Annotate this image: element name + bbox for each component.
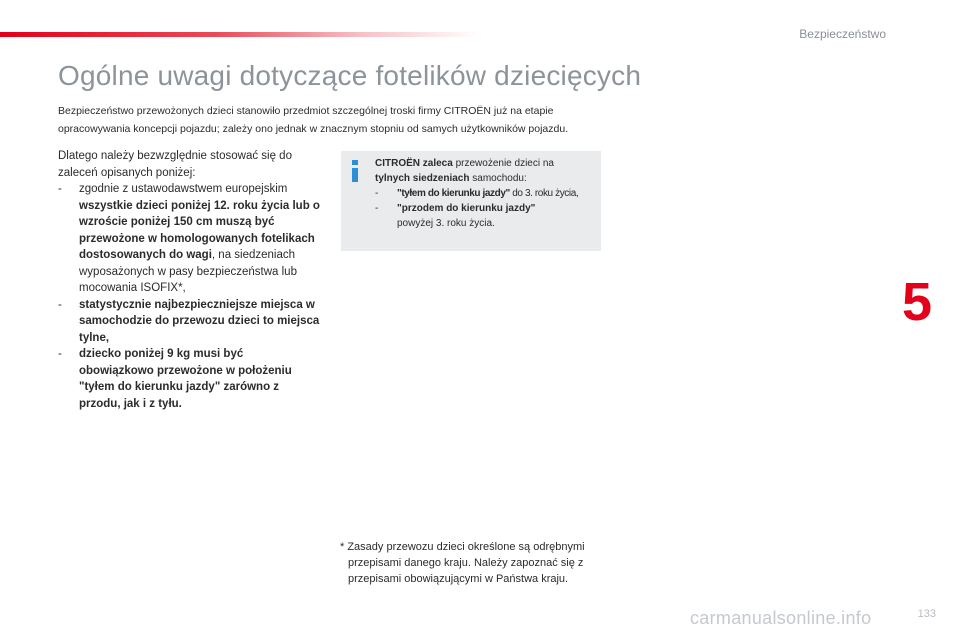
footnote: * Zasady przewozu dzieci określone są odrębnymi przepisami danego kraju. Należy zapoznać się z przepisami obowiązującymi w Państwa kraju. [340, 541, 585, 585]
page-number: 133 [917, 608, 936, 620]
section-name: Bezpieczeństwo [799, 27, 886, 41]
list-item [58, 346, 320, 412]
header-accent-bar [0, 32, 480, 37]
list-item-emphasis: dziecko poniżej 9 kg musi być obowiązkowo przewożone w położeniu "tyłem do kierunku jazdy" zarówno z przodu, jak i z tyłu. [79, 348, 292, 410]
info-seats [375, 171, 595, 186]
list-item [375, 186, 595, 201]
info-lead [375, 156, 595, 171]
watermark: carmanualsonline.info [690, 608, 872, 628]
page-title: Ogólne uwagi dotyczące fotelików dziecięcych [58, 60, 642, 91]
list-dash: - [58, 298, 62, 311]
list-item [375, 201, 595, 231]
chapter-number: 5 [902, 272, 933, 332]
list-item-text: powyżej 3. roku życia. [397, 218, 495, 229]
list-item-emphasis: "tyłem do kierunku jazdy" [397, 188, 510, 199]
info-lead-text: przewożenie dzieci na [452, 158, 554, 169]
info-icon [350, 160, 360, 182]
list-item-text: zgodnie z ustawodawstwem europejskim [79, 183, 288, 195]
list-item-text: do 3. roku życia, [509, 188, 579, 199]
info-seats-text: samochodu: [469, 173, 527, 184]
list-dash: - [58, 348, 62, 360]
list-item-emphasis: wszystkie dzieci poniżej 12. roku życia lub o wzroście poniżej 150 cm muszą być przewożone w homologowanych fotelikach dostosowanych do wagi [79, 199, 320, 261]
list-item-text: , na siedzeniach wyposażonych w pasy bezpieczeństwa lub mocowania ISOFIX*, [79, 249, 297, 294]
info-text [375, 156, 595, 231]
info-box [341, 151, 601, 251]
info-seats-emphasis: tylnych siedzeniach [375, 173, 470, 184]
list-item [58, 181, 320, 297]
list-item-emphasis: "przodem do kierunku jazdy" [397, 203, 536, 214]
info-brand: CITROËN zaleca [375, 158, 453, 169]
list-dash: - [375, 203, 379, 214]
list-item [58, 297, 320, 347]
list-dash: - [58, 183, 62, 195]
recommendations-lead: Dlatego należy bezwzględnie stosować się do zaleceń opisanych poniżej: [58, 150, 292, 179]
intro-paragraph: Bezpieczeństwo przewożonych dzieci stanowiło przedmiot szczególnej troski firmy CITROËN już na etapie opracowywania koncepcji pojazdu; zależy ono jednak w znacznym stopniu od samych użytkowników pojazdu. [58, 105, 569, 135]
list-item-emphasis: statystycznie najbezpieczniejsze miejsca w samochodzie do przewozu dzieci to miejsca tylne, [79, 298, 320, 344]
recommendations-column [58, 148, 320, 412]
list-dash: - [375, 188, 379, 199]
